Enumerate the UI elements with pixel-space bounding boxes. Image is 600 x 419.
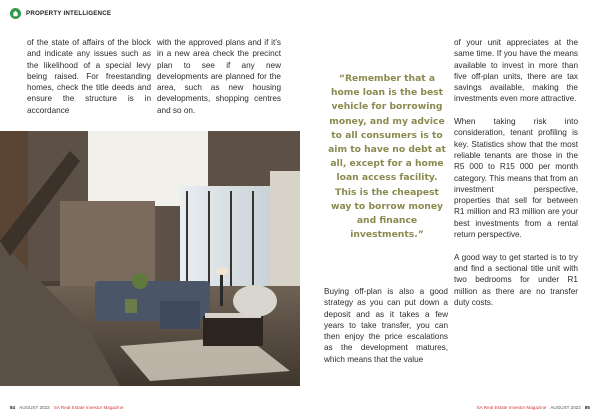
magazine-name: SA Real Estate Investor Magazine bbox=[476, 405, 547, 410]
page-number: 84 bbox=[10, 405, 16, 410]
issue-date: AUGUST 2022 bbox=[19, 405, 50, 410]
paragraph: A good way to get started is to try and find a sectional title unit with two bedrooms for under R1 million as there are no transfer duty costs. bbox=[454, 252, 578, 307]
footer-right bbox=[477, 405, 590, 410]
text-column-2: with the approved plans and if it’s in a new area check the precinct plan to see if any new developments are planned for the area, such as new housing developments, shopping centres and so on. bbox=[157, 38, 281, 115]
page-header bbox=[10, 6, 111, 20]
text-column-3: Buying off-plan is also a good strategy as you can put down a deposit and as it takes a few years to take transfer, you can then enjoy the price escalations as the development matures, which means that the value bbox=[324, 287, 448, 364]
page-number: 85 bbox=[584, 405, 590, 410]
house-leaf-icon bbox=[10, 8, 21, 19]
magazine-name: SA Real Estate Investor Magazine bbox=[53, 405, 124, 410]
living-room-photo bbox=[0, 131, 300, 386]
issue-date: AUGUST 2022 bbox=[550, 405, 581, 410]
paragraph: When taking risk into consideration, tenant profiling is key. Statistics show that the most reliable tenants are those in the R5 000 to R15 000 per month category. This means that from an investment perspective, properties that sell for between R1 million and R3 million are your best investments from a rental return perspective. bbox=[454, 117, 578, 240]
paragraph: of your unit appreciates at the same time. If you have the means available to invest in more than five off-plan units, there are tax savings available, making the investments even more attractive. bbox=[454, 38, 578, 104]
footer-left bbox=[10, 405, 123, 410]
text-column-4 bbox=[454, 37, 578, 308]
text-column-1: of the state of affairs of the block and indicate any issues such as the likelihood of a special levy being raised. For freestanding homes, check the title deeds and ensure the structure is in accordance bbox=[27, 38, 151, 115]
pull-quote: “Remember that a home loan is the best vehicle for borrowing money, and my advice to all consumers is to aim to have no debt at all, except for a home loan access facility. This is the cheapest way to borrow money and finance investments.” bbox=[328, 73, 446, 241]
section-label: PROPERTY INTELLIGENCE bbox=[26, 9, 112, 17]
